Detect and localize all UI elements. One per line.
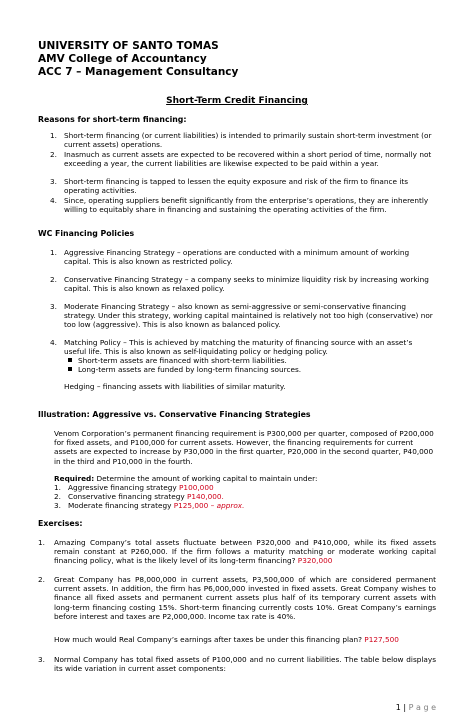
list-item: Moderate Financing Strategy – also known as semi-aggressive or semi-conservative financing strategy. Under this strategy, working capital maintained is relatively not too high (conservative) nor too low (aggressive). This is also known as balanced policy.	[64, 302, 433, 330]
illustration-heading: Illustration: Aggressive vs. Conservative Financing Strategies	[38, 410, 311, 419]
exercise-answer: P320,000	[297, 556, 333, 566]
reasons-heading: Reasons for short-term financing:	[38, 115, 187, 124]
course-name: ACC 7 – Management Consultancy	[38, 66, 239, 78]
answer-item	[68, 483, 368, 492]
footer-separator: |	[400, 703, 409, 712]
hedging-text: Hedging – financing assets with liabilities of similar maturity.	[64, 382, 286, 391]
exercise-item: Great Company has P8,000,000 in current assets, P3,500,000 of which are considered permanent current assets. In addition, the firm has P6,000,000 invested in fixed assets. Great Company wishes to finance all fixed assets and permanent current assets plus half of its temporary current assets with long-term financing costing 15%. Short-term financing currently costs 10%. Great Company’s earnings before interest and taxes are P2,000,000. Income tax rate is 40%.	[54, 575, 436, 621]
list-number: 2.	[54, 492, 61, 501]
college-name: AMV College of Accountancy	[38, 53, 207, 65]
list-number: 1.	[50, 131, 57, 140]
square-bullet-icon	[68, 358, 72, 362]
wc-heading: WC Financing Policies	[38, 229, 135, 238]
answer-item	[68, 492, 368, 501]
list-item: Since, operating suppliers benefit significantly from the enterprise’s operations, they are inherently willing to equitably share in financing and sustaining the operating activities of the firm.	[64, 196, 429, 215]
university-name: UNIVERSITY OF SANTO TOMAS	[38, 40, 219, 52]
page-word: P a g e	[408, 703, 436, 712]
question-text: How much would Real Company’s earnings after taxes be under this financing plan?	[54, 635, 365, 644]
list-number: 2.	[38, 575, 45, 584]
list-number: 1.	[38, 538, 45, 547]
answer-value: P100,000	[179, 483, 214, 492]
list-number: 3.	[38, 655, 45, 664]
answer-label: Moderate financing strategy	[68, 501, 174, 510]
answer-label: Aggressive financing strategy	[68, 483, 180, 492]
required-line	[54, 474, 436, 483]
answer-label: Conservative financing strategy	[68, 492, 187, 501]
list-number: 2.	[50, 150, 57, 159]
bullet-item	[68, 365, 428, 374]
list-number: 3.	[50, 177, 57, 186]
list-item: Inasmuch as current assets are expected to be recovered within a short period of time, normally not exceeding a year, the current liabilities are likewise expected to be paid within a year.	[64, 150, 432, 169]
exercise-text: Amazing Company’s total assets fluctuate between P320,000 and P410,000, while its fixed assets remain constant at P260,000. If the firm follows a maturity matching or moderate working capital financing policy, what is the likely level of its long-term financing?	[54, 538, 436, 566]
list-item: Short-term financing (or current liabilities) is intended to primarily sustain short-term investment (or current assets) operations.	[64, 131, 432, 150]
list-number: 4.	[50, 338, 57, 347]
answer-note: approx.	[216, 501, 245, 510]
list-number: 4.	[50, 196, 57, 205]
required-label: Required:	[54, 474, 95, 483]
list-item: Conservative Financing Strategy – a company seeks to minimize liquidity risk by increasing working capital. This is also known as relaxed policy.	[64, 275, 429, 294]
list-number: 1.	[54, 483, 61, 492]
bullet-text: Long-term assets are funded by long-term financing sources.	[78, 365, 302, 374]
illustration-paragraph: Venom Corporation’s permanent financing requirement is P300,000 per quarter, composed of P200,000 for fixed assets, and P100,000 for current assets. However, the financing requirements for current assets are expected to increase by P30,000 in the first quarter, P20,000 in the second quarter, P40,000 in the third and P10,000 in the fourth.	[54, 429, 434, 466]
question-answer: P127,500	[364, 635, 399, 644]
square-bullet-icon	[68, 367, 72, 371]
list-number: 3.	[50, 302, 57, 311]
exercises-heading: Exercises:	[38, 519, 83, 528]
exercise-question	[54, 635, 436, 644]
bullet-item	[68, 356, 428, 365]
exercise-item: Normal Company has total fixed assets of P100,000 and no current liabilities. The table below displays its wide variation in current asset components:	[54, 655, 436, 674]
page-footer	[396, 703, 436, 712]
exercise-item	[54, 538, 436, 566]
list-number: 3.	[54, 501, 61, 510]
list-item: Short-term financing is tapped to lessen the equity exposure and risk of the firm to finance its operating activities.	[64, 177, 409, 196]
required-text: Determine the amount of working capital to maintain under:	[94, 474, 318, 483]
list-number: 2.	[50, 275, 57, 284]
bullet-text: Short-term assets are financed with short-term liabilities.	[78, 356, 287, 365]
list-item: Matching Policy – This is achieved by matching the maturity of financing source with an asset’s useful life. This is also known as self-liquidating policy or hedging policy.	[64, 338, 413, 357]
list-item: Aggressive Financing Strategy – operations are conducted with a minimum amount of working capital. This is also known as restricted policy.	[64, 248, 410, 267]
list-number: 1.	[50, 248, 57, 257]
document-title: Short-Term Credit Financing	[166, 96, 308, 106]
answer-value: P125,000 –	[173, 501, 217, 510]
page-number: 1	[395, 703, 401, 712]
answer-value: P140,000.	[186, 492, 224, 501]
answer-item	[68, 501, 368, 510]
